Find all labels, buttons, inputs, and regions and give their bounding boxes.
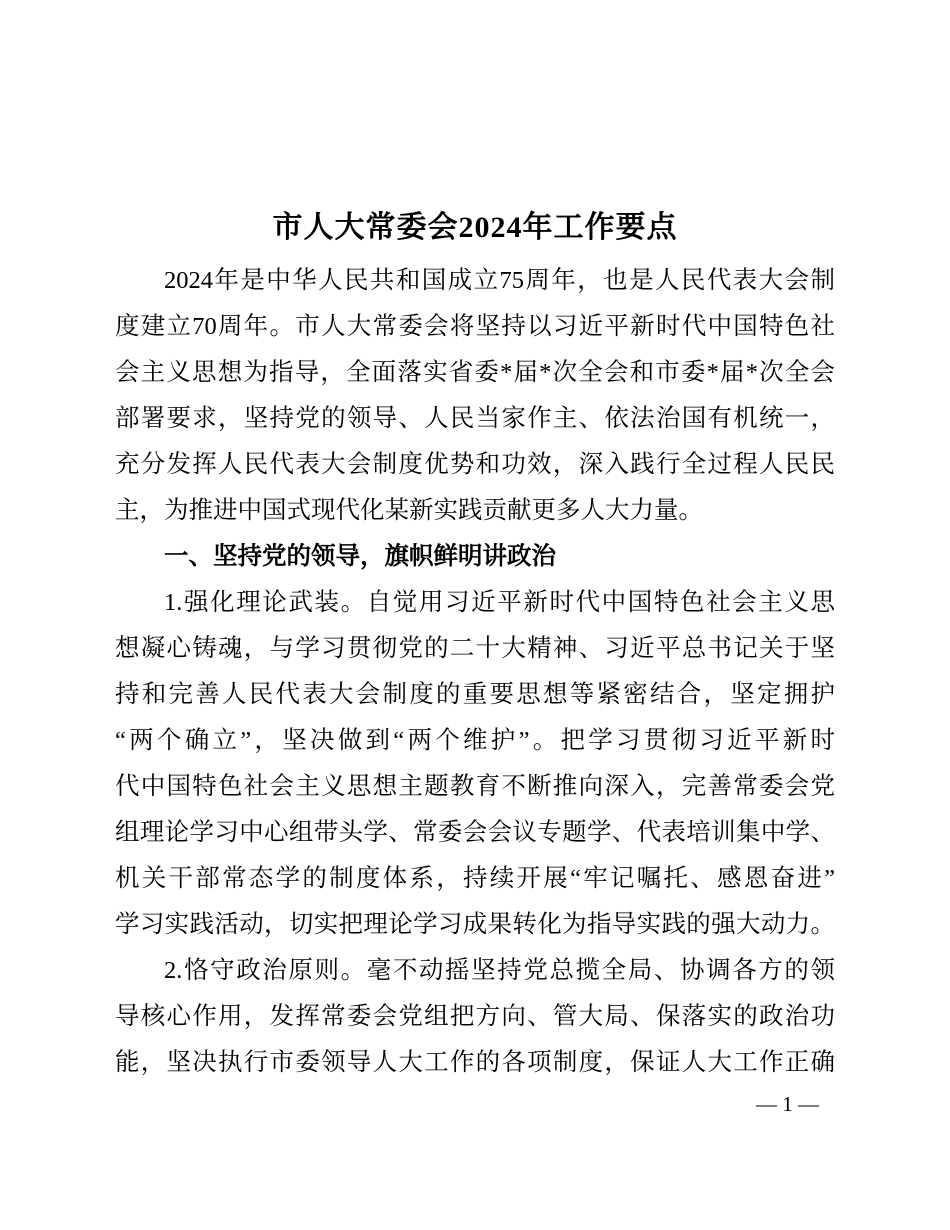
text-line: 想凝心铸魂，与学习贯彻党的二十大精神、习近平总书记关于坚 xyxy=(115,635,835,662)
text-line: 学习实践活动，切实把理论学习成果转化为指导实践的强大动力。 xyxy=(115,911,835,938)
point-2-paragraph xyxy=(115,948,835,1086)
text-line: 主，为推进中国式现代化某新实践贡献更多人大力量。 xyxy=(115,497,703,524)
opening-paragraph xyxy=(115,258,835,534)
text-line: 机关干部常态学的制度体系，持续开展“牢记嘱托、感恩奋进” xyxy=(115,865,835,892)
text-line: 组理论学习中心组带头学、常委会会议专题学、代表培训集中学、 xyxy=(115,819,835,846)
text-line: 2024年是中华人民共和国成立75周年，也是人民代表大会制 xyxy=(164,267,835,294)
text-line: 会主义思想为指导，全面落实省委*届*次全会和市委*届*次全会 xyxy=(115,359,835,386)
page-number: — 1 — xyxy=(756,1092,819,1116)
page-footer xyxy=(115,1089,835,1119)
text-line: 能，坚决执行市委领导人大工作的各项制度，保证人大工作正确 xyxy=(115,1049,835,1076)
text-line: 度建立70周年。市人大常委会将坚持以习近平新时代中国特色社 xyxy=(115,313,835,340)
text-line: 1.强化理论武装。自觉用习近平新时代中国特色社会主义思 xyxy=(164,589,835,616)
document-title: 市人大常委会2024年工作要点 xyxy=(272,211,678,244)
text-line: 部署要求，坚持党的领导、人民当家作主、依法治国有机统一， xyxy=(115,405,835,432)
section-heading-1: 一、坚持党的领导，旗帜鲜明讲政治 xyxy=(164,543,556,570)
text-line: 充分发挥人民代表大会制度优势和功效，深入践行全过程人民民 xyxy=(115,451,835,478)
text-line: 持和完善人民代表大会制度的重要思想等紧密结合，坚定拥护 xyxy=(115,681,835,708)
text-line: 导核心作用，发挥常委会党组把方向、管大局、保落实的政治功 xyxy=(115,1003,835,1030)
text-line: “两个确立”，坚决做到“两个维护”。把学习贯彻习近平新时 xyxy=(115,727,835,754)
text-line: 代中国特色社会主义思想主题教育不断推向深入，完善常委会党 xyxy=(115,773,835,800)
text-line: 2.恪守政治原则。毫不动摇坚持党总揽全局、协调各方的领 xyxy=(164,957,835,984)
point-1-paragraph xyxy=(115,580,835,948)
